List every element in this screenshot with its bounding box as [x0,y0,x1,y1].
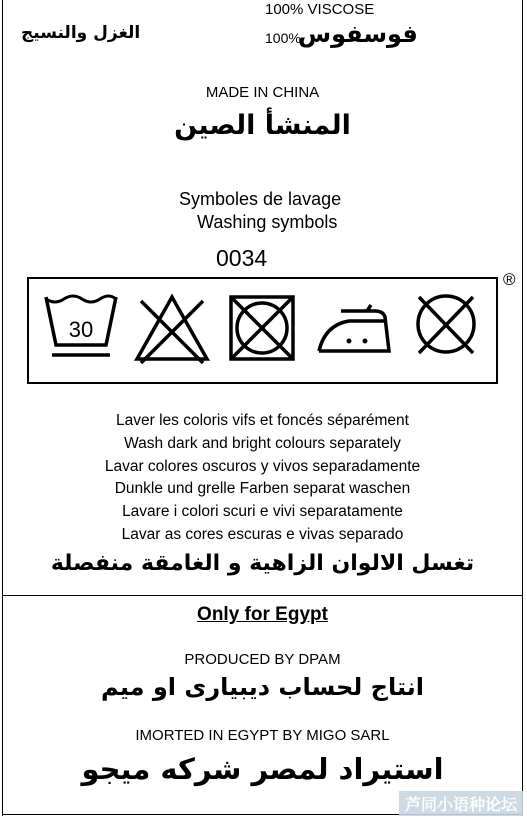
no-bleach-icon [133,293,211,365]
care-line-ar: تغسل الالوان الزاهية و الغامقة منفصلة [50,551,475,576]
composition-ar-percent: 100% [265,30,301,46]
category-ar: الغزل والنسيج [21,23,141,43]
importer-ar: استيراد لمصر شركه ميجو [81,752,444,786]
origin-ar: المنشأ الصين [174,110,351,141]
washing-title-en: Washing symbols [197,212,338,232]
care-line-es: Lavar colores oscuros y vivos separadamente [104,458,421,475]
washing-title-fr: Symboles de lavage [179,189,342,209]
composition-ar: فوسفوس [298,20,418,48]
origin-en: MADE IN CHINA [205,84,320,101]
care-line-fr: Laver les coloris vifs et foncés séparément [116,412,409,429]
producer-en: PRODUCED BY DPAM [184,651,341,668]
article-code: 0034 [216,245,268,271]
care-line-pt: Lavar as cores escuras e vivas separado [121,526,404,543]
wash-30-icon [42,291,120,363]
care-line-en: Wash dark and bright colours separately [124,435,401,452]
care-line-de: Dunkle und grelle Farben separat waschen [114,480,411,497]
no-tumble-dry-icon [225,291,299,365]
washing-symbols-box [27,277,498,384]
section-divider [3,595,522,596]
watermark: 芦同小语种论坛 [399,791,523,816]
egypt-section-title: Only for Egypt [197,604,328,625]
importer-en: IMORTED IN EGYPT BY MIGO SARL [135,727,390,744]
wash-temperature: 30 [68,317,94,342]
composition-en: 100% VISCOSE [265,1,375,18]
producer-ar: انتاج لحساب ديبيارى او ميم [101,673,424,701]
iron-two-dots-icon [315,299,395,359]
no-dry-clean-icon [409,291,483,365]
care-line-it: Lavare i colori scuri e vivi separatamente [122,503,403,520]
registered-mark: ® [503,270,516,289]
care-label [2,0,523,816]
